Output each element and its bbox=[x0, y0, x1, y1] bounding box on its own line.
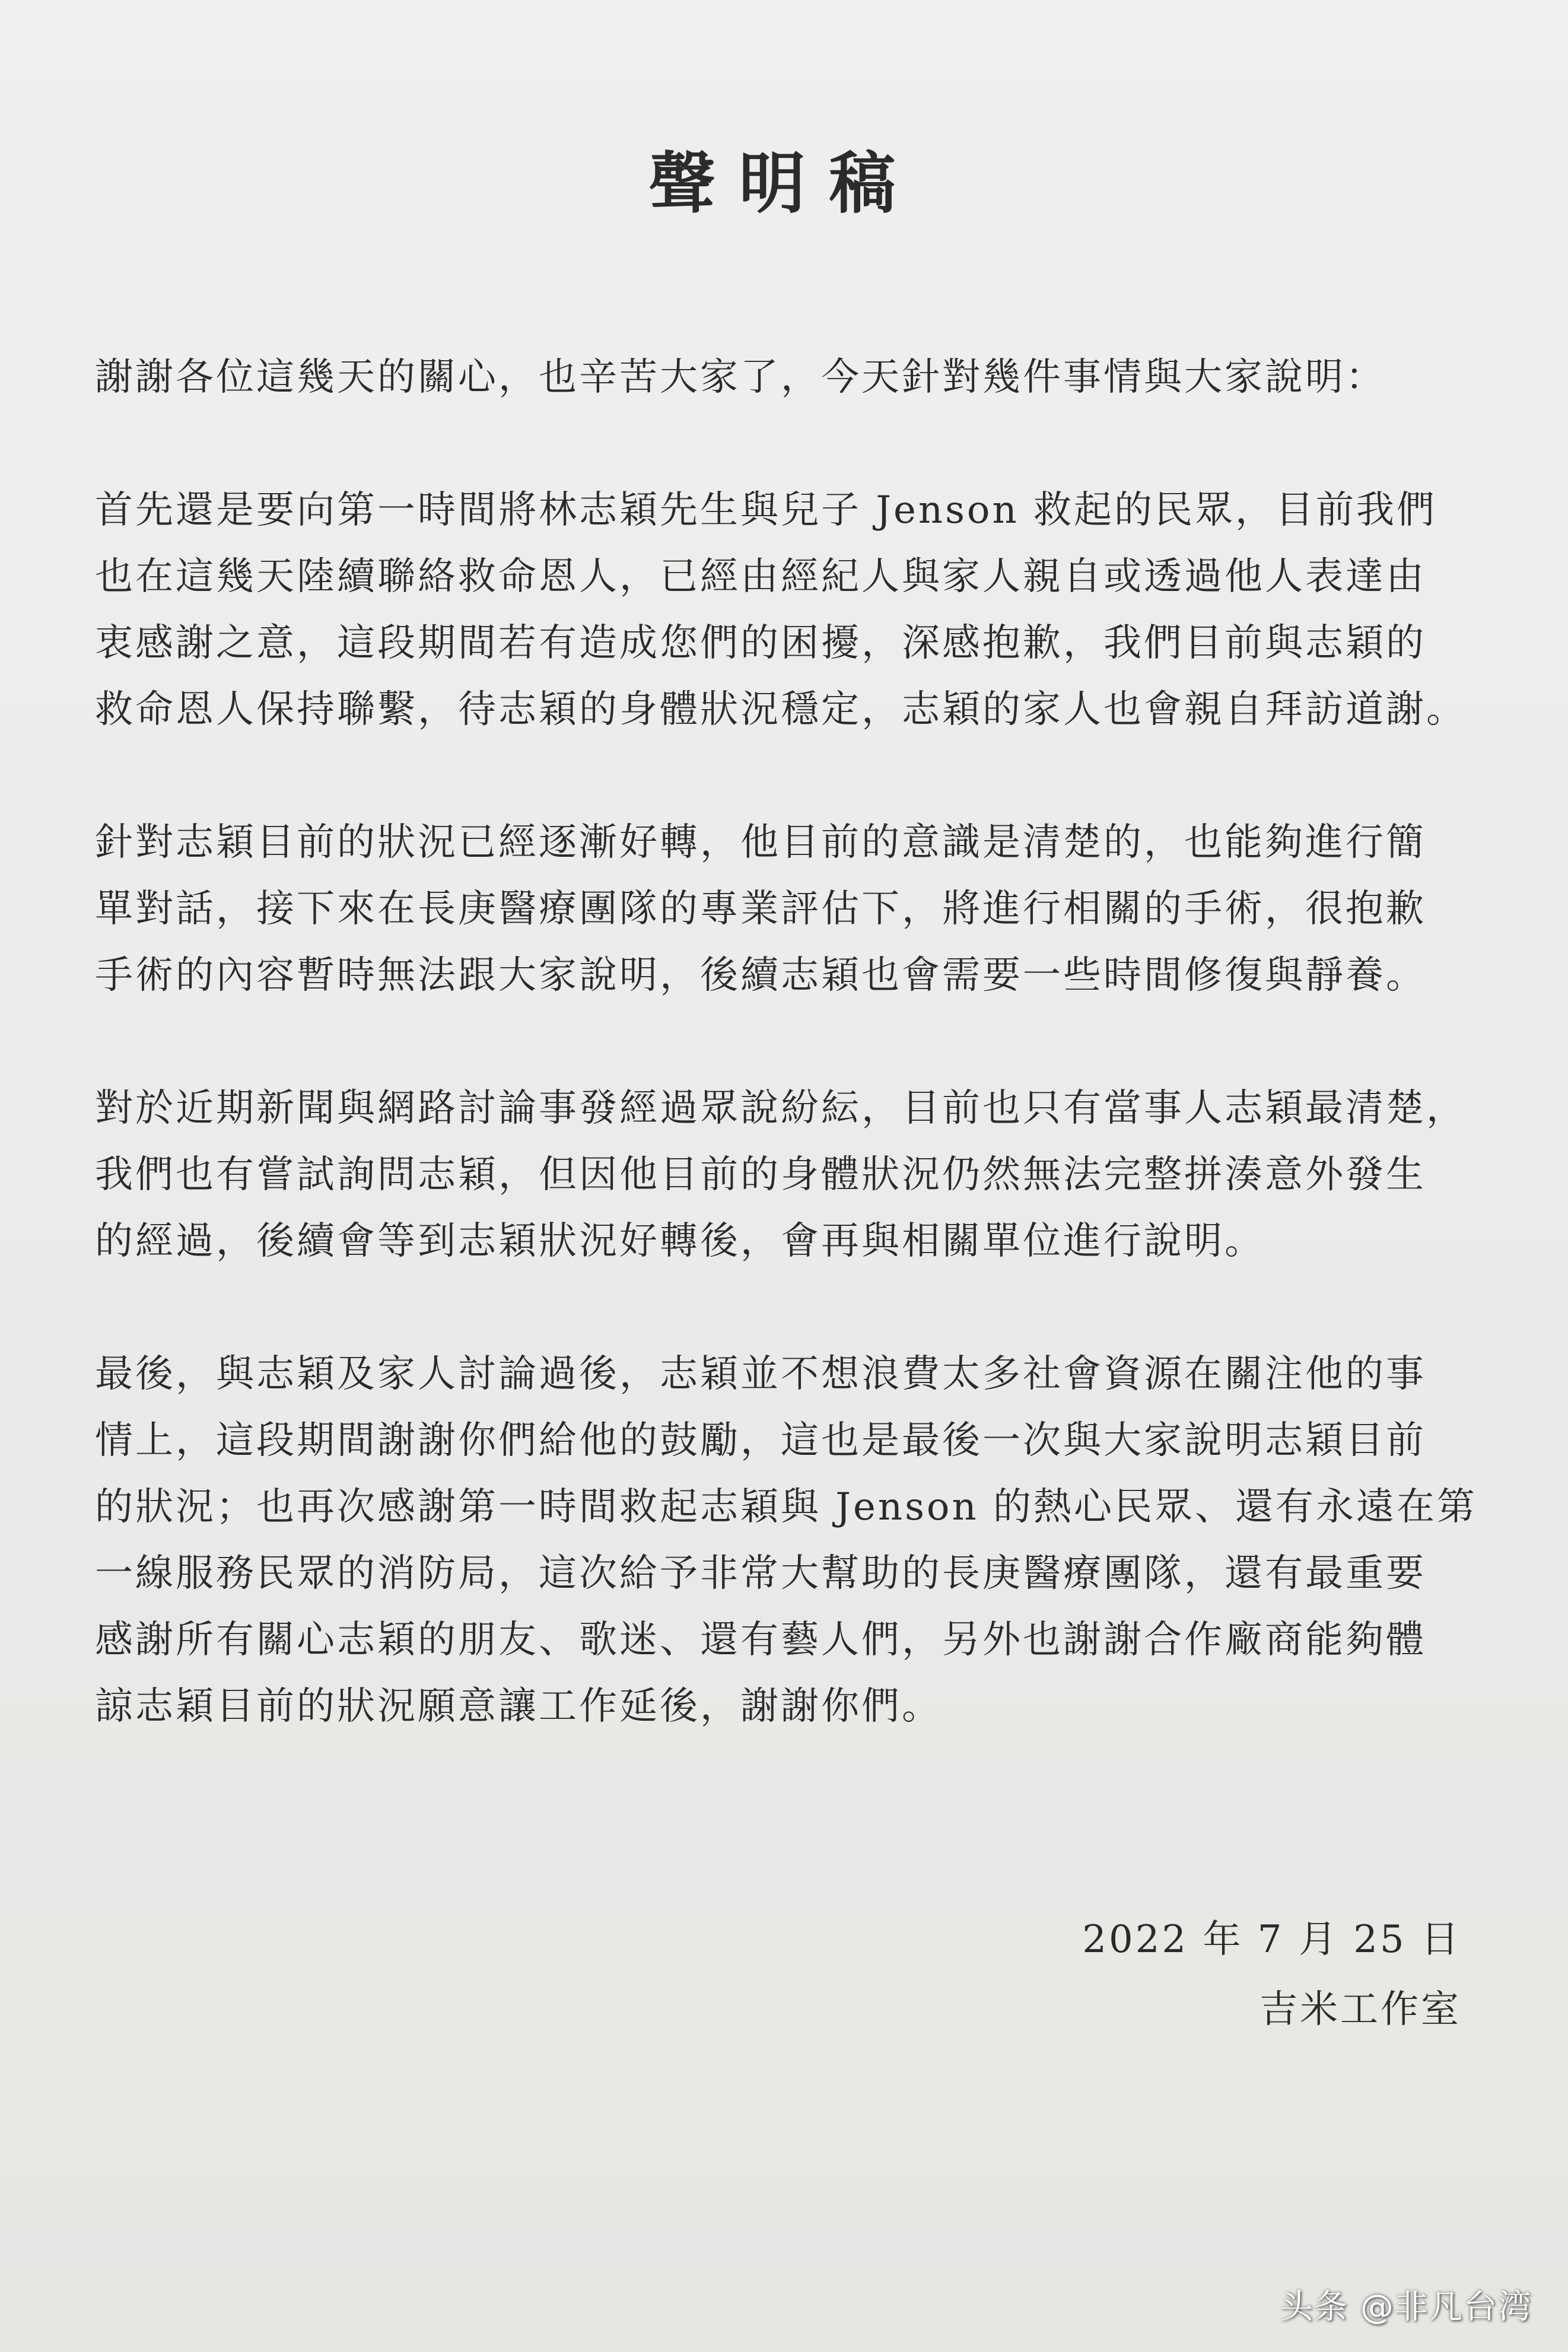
text-line: 一線服務民眾的消防局，這次給予非常大幫助的長庚醫療團隊，還有最重要 bbox=[95, 1552, 1426, 1595]
page-title: 聲明稿 bbox=[648, 145, 920, 223]
signature-block bbox=[1082, 1905, 1461, 2045]
text-line: 謝謝各位這幾天的關心，也辛苦大家了，今天針對幾件事情與大家說明： bbox=[95, 355, 1386, 399]
text-line: 情上，這段期間謝謝你們給他的鼓勵，這也是最後一次與大家說明志穎目前 bbox=[95, 1419, 1426, 1463]
text-line: 單對話，接下來在長庚醫療團隊的專業評估下，將進行相關的手術，很抱歉 bbox=[95, 887, 1426, 931]
text-line: 手術的內容暫時無法跟大家說明，後續志穎也會需要一些時間修復與靜養。 bbox=[95, 953, 1426, 997]
text-line: 的狀況；也再次感謝第一時間救起志穎與 Jenson 的熱心民眾、還有永遠在第 bbox=[95, 1485, 1478, 1529]
text-line: 首先還是要向第一時間將林志穎先生與兒子 Jenson 救起的民眾，目前我們 bbox=[95, 488, 1437, 532]
signer-name: 吉米工作室 bbox=[1260, 1988, 1461, 2032]
text-line: 諒志穎目前的狀況願意讓工作延後，謝謝你們。 bbox=[95, 1684, 942, 1728]
text-line: 針對志穎目前的狀況已經逐漸好轉，他目前的意識是清楚的，也能夠進行簡 bbox=[95, 821, 1426, 864]
text-line: 衷感謝之意，這段期間若有造成您們的困擾，深感抱歉，我們目前與志穎的 bbox=[95, 621, 1426, 665]
paragraph-3 bbox=[95, 809, 1477, 1009]
statement-date: 2022 年 7 月 25 日 bbox=[1082, 1918, 1461, 1962]
text-line: 也在這幾天陸續聯絡救命恩人，已經由經紀人與家人親自或透過他人表達由 bbox=[95, 555, 1426, 599]
paragraph-5 bbox=[95, 1341, 1477, 1740]
text-line: 最後，與志穎及家人討論過後，志穎並不想浪費太多社會資源在關注他的事 bbox=[95, 1352, 1426, 1396]
text-line: 我們也有嘗試詢問志穎，但因他目前的身體狀況仍然無法完整拼湊意外發生 bbox=[95, 1153, 1426, 1197]
text-line: 對於近期新聞與網路討論事發經過眾說紛紜，目前也只有當事人志穎最清楚， bbox=[95, 1086, 1467, 1130]
text-line: 的經過，後續會等到志穎狀況好轉後，會再與相關單位進行說明。 bbox=[95, 1219, 1265, 1263]
paragraph-4 bbox=[95, 1075, 1477, 1274]
statement-body bbox=[95, 344, 1477, 1806]
text-line: 救命恩人保持聯繫，待志穎的身體狀況穩定，志穎的家人也會親自拜訪道謝。 bbox=[95, 688, 1467, 732]
text-line: 感謝所有關心志穎的朋友、歌迷、還有藝人們，另外也謝謝合作廠商能夠體 bbox=[95, 1618, 1426, 1662]
paragraph-2 bbox=[95, 477, 1477, 743]
watermark-text: 头条 @非凡台湾 bbox=[1280, 2288, 1532, 2326]
paragraph-1 bbox=[95, 344, 1477, 411]
